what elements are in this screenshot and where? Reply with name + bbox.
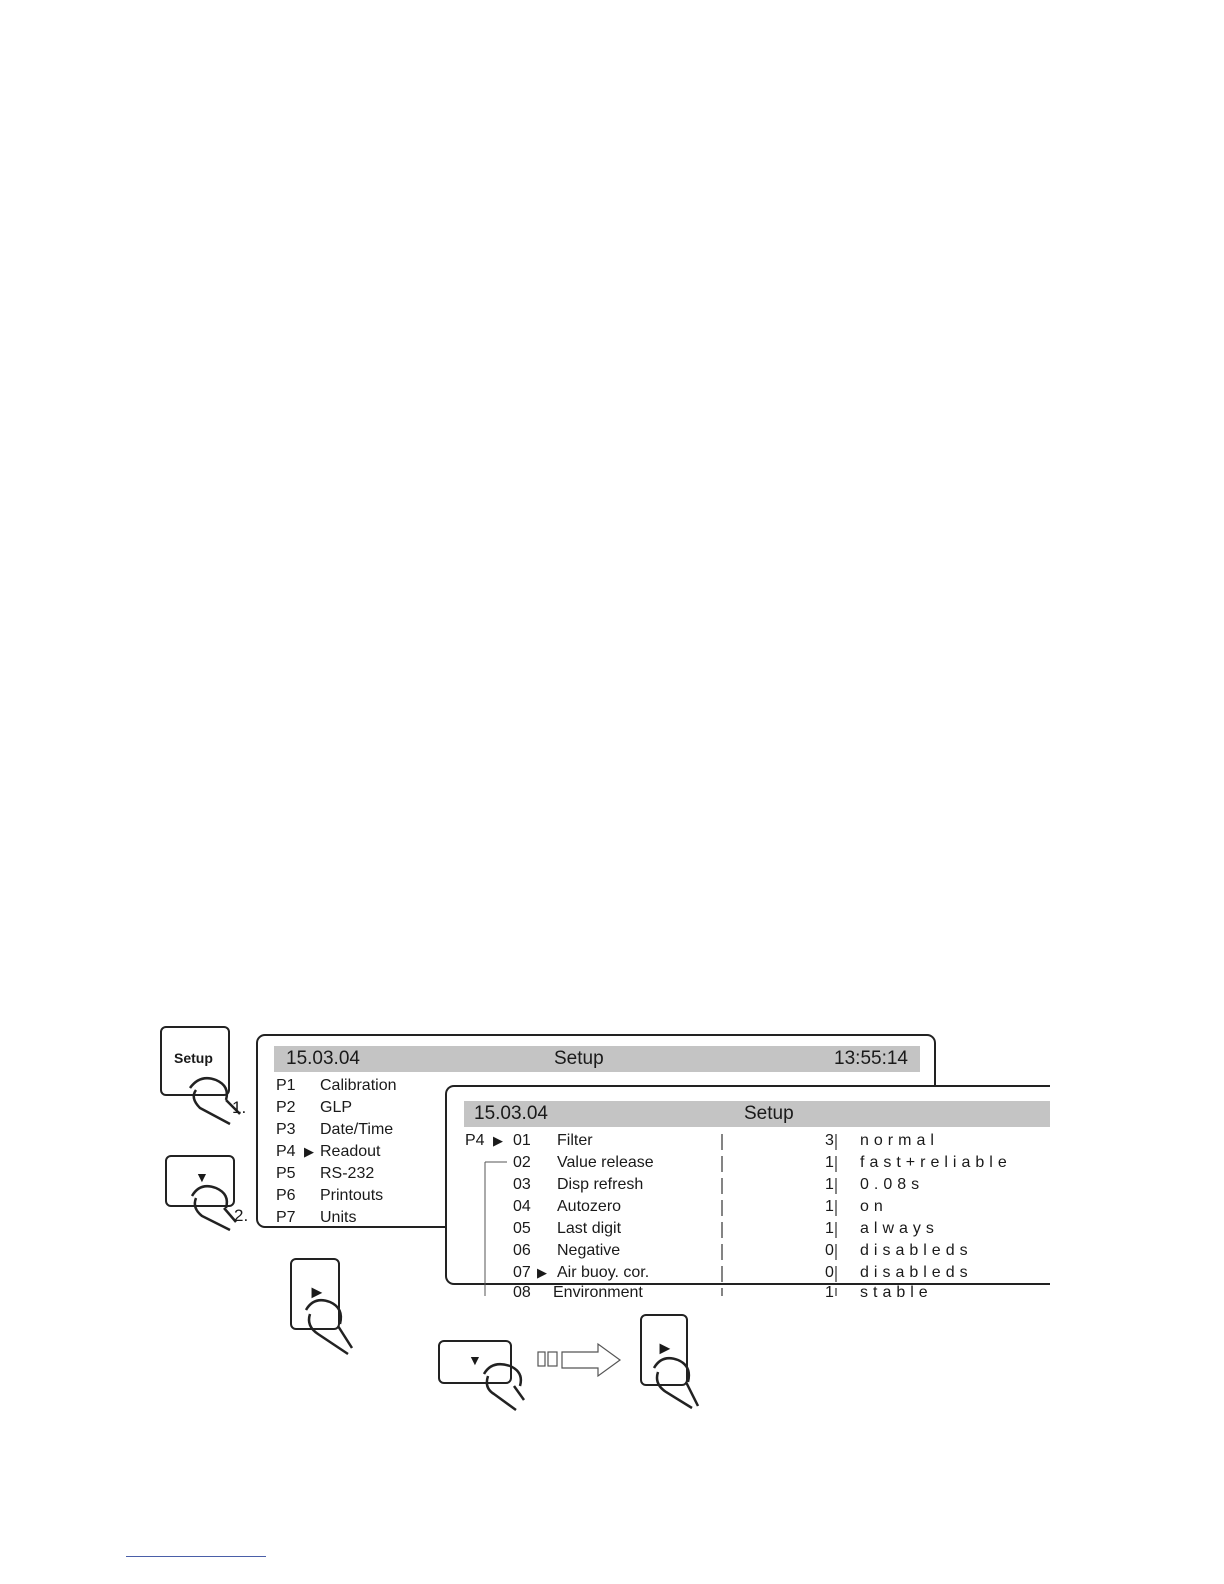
parameter-code: 1 — [825, 1284, 834, 1301]
parameter-code: 1 — [825, 1198, 834, 1215]
parameter-number[interactable]: 07 — [513, 1264, 531, 1281]
right-arrow-icon: ► — [656, 1338, 674, 1358]
parameter-code: 0 — [825, 1264, 834, 1281]
down-arrow-icon: ▼ — [195, 1169, 209, 1185]
menu-item-code[interactable]: P6 — [276, 1187, 296, 1204]
menu-item-label[interactable]: Readout — [320, 1143, 381, 1160]
menu-item-code[interactable]: P5 — [276, 1165, 296, 1182]
parameter-number[interactable]: 01 — [513, 1132, 531, 1149]
parameter-value: disableds — [860, 1264, 973, 1281]
parameter-name[interactable]: Value release — [557, 1154, 654, 1171]
menu-item-label[interactable]: Calibration — [320, 1077, 397, 1094]
parameter-number[interactable]: 02 — [513, 1154, 531, 1171]
menu-item-label[interactable]: Printouts — [320, 1187, 384, 1204]
footnote-rule — [126, 1556, 266, 1557]
selector-arrow-icon: ▶ — [537, 1265, 547, 1280]
parameter-value: stable — [860, 1284, 933, 1301]
header-time: 13:55:14 — [834, 1048, 908, 1069]
menu-item-label[interactable]: Units — [320, 1209, 357, 1226]
parameter-value: 0.08s — [860, 1176, 925, 1193]
menu-item-code[interactable]: P1 — [276, 1077, 296, 1094]
parameter-number[interactable]: 03 — [513, 1176, 531, 1193]
parameter-name[interactable]: Disp refresh — [557, 1176, 644, 1193]
parameter-value: disableds — [860, 1242, 973, 1259]
parameter-name[interactable]: Air buoy. cor. — [557, 1264, 650, 1281]
parameter-number[interactable]: 08 — [513, 1284, 531, 1301]
parameter-value: normal — [860, 1132, 939, 1149]
parameter-name[interactable]: Last digit — [557, 1220, 622, 1237]
parameter-name[interactable]: Negative — [557, 1242, 621, 1259]
parameter-code: 0 — [825, 1242, 834, 1259]
down-arrow-icon: ▼ — [468, 1352, 482, 1368]
menu-item-label[interactable]: RS-232 — [320, 1165, 375, 1182]
parameter-value: fast+reliable — [860, 1154, 1012, 1171]
parameter-value: always — [860, 1220, 939, 1237]
parameter-name[interactable]: Filter — [557, 1132, 593, 1149]
parameter-number[interactable]: 05 — [513, 1220, 531, 1237]
parameter-name[interactable]: Environment — [553, 1284, 643, 1301]
right-arrow-icon: ► — [308, 1282, 326, 1302]
header-title: Setup — [554, 1048, 604, 1069]
menu-item-code[interactable]: P7 — [276, 1209, 296, 1226]
parameter-number[interactable]: 06 — [513, 1242, 531, 1259]
setup-key-label: Setup — [174, 1050, 213, 1066]
selector-arrow-icon: ▶ — [304, 1144, 314, 1159]
parameter-number[interactable]: 04 — [513, 1198, 531, 1215]
step-number-1: 1. — [232, 1098, 247, 1117]
step-number-2: 2. — [234, 1206, 249, 1225]
menu-item-code[interactable]: P4 — [276, 1143, 296, 1160]
parameter-code: 1 — [825, 1154, 834, 1171]
menu-item-label[interactable]: Date/Time — [320, 1121, 394, 1138]
menu-item-code[interactable]: P3 — [276, 1121, 296, 1138]
header-title: Setup — [744, 1103, 794, 1124]
parameter-code: 3 — [825, 1132, 834, 1149]
menu-item-code[interactable]: P2 — [276, 1099, 296, 1116]
group-arrow-icon: ▶ — [493, 1133, 503, 1148]
menu-item-label[interactable]: GLP — [320, 1099, 353, 1116]
parameter-code: 1 — [825, 1176, 834, 1193]
parameter-code: 1 — [825, 1220, 834, 1237]
parameter-name[interactable]: Autozero — [557, 1198, 622, 1215]
header-date: 15.03.04 — [286, 1048, 360, 1069]
group-code: P4 — [465, 1132, 485, 1149]
header-date: 15.03.04 — [474, 1103, 548, 1124]
parameter-value: on — [860, 1198, 888, 1215]
